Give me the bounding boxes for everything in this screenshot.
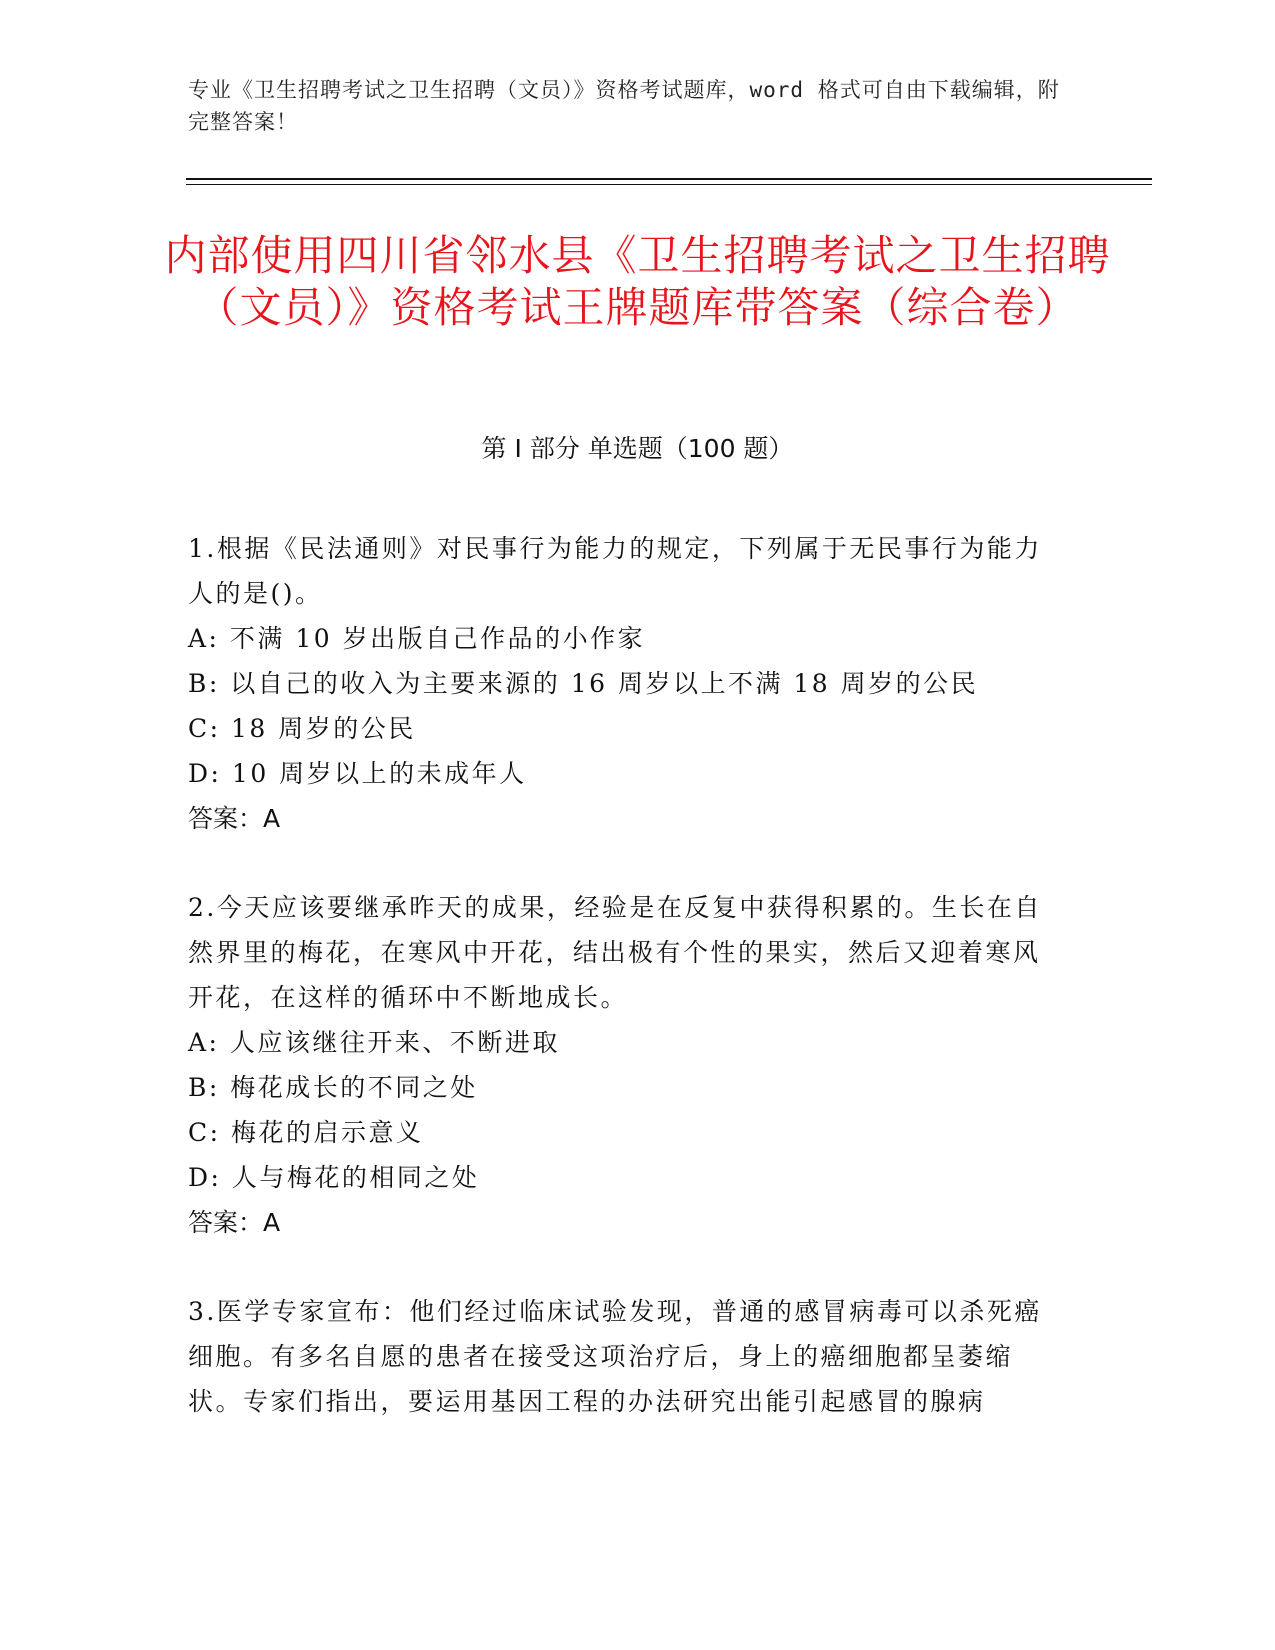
- option-d: D: 10 周岁以上的未成年人: [188, 759, 527, 788]
- question-2: [188, 885, 1058, 1245]
- answer-line: 答案：A: [188, 804, 281, 833]
- question-list: [188, 526, 1058, 1468]
- header-divider-thick: [186, 178, 1152, 180]
- section-heading: 第 I 部分 单选题（100 题）: [481, 434, 794, 463]
- option-d: D: 人与梅花的相同之处: [188, 1163, 480, 1192]
- answer-line: 答案：A: [188, 1208, 281, 1237]
- question-3: [188, 1289, 1058, 1424]
- option-a: A: 不满 10 岁出版自己作品的小作家: [188, 624, 646, 653]
- option-b: B: 以自己的收入为主要来源的 16 周岁以上不满 18 周岁的公民: [188, 669, 979, 698]
- option-c: C: 18 周岁的公民: [188, 714, 416, 743]
- option-a: A: 人应该继往开来、不断进取: [188, 1028, 560, 1057]
- header-note: 专业《卫生招聘考试之卫生招聘（文员）》资格考试题库，word 格式可自由下载编辑，附完整答案！: [188, 78, 1060, 134]
- question-stem: 2.今天应该要继承昨天的成果，经验是在反复中获得积累的。生长在自然界里的梅花，在寒风中开花，结出极有个性的果实，然后又迎着寒风开花，在这样的循环中不断地成长。: [188, 893, 1042, 1012]
- header-divider-thin: [186, 184, 1152, 185]
- option-b: B: 梅花成长的不同之处: [188, 1073, 478, 1102]
- question-stem: 1.根据《民法通则》对民事行为能力的规定，下列属于无民事行为能力人的是()。: [188, 534, 1042, 608]
- document-title: 内部使用四川省邻水县《卫生招聘考试之卫生招聘（文员）》资格考试王牌题库带答案（综合卷）: [164, 231, 1111, 332]
- option-c: C: 梅花的启示意义: [188, 1118, 424, 1147]
- question-stem: 3.医学专家宣布：他们经过临床试验发现，普通的感冒病毒可以杀死癌细胞。有多名自愿的患者在接受这项治疗后，身上的癌细胞都呈萎缩状。专家们指出，要运用基因工程的办法研究出能引起感冒的腺病: [188, 1297, 1042, 1416]
- question-1: [188, 526, 1058, 841]
